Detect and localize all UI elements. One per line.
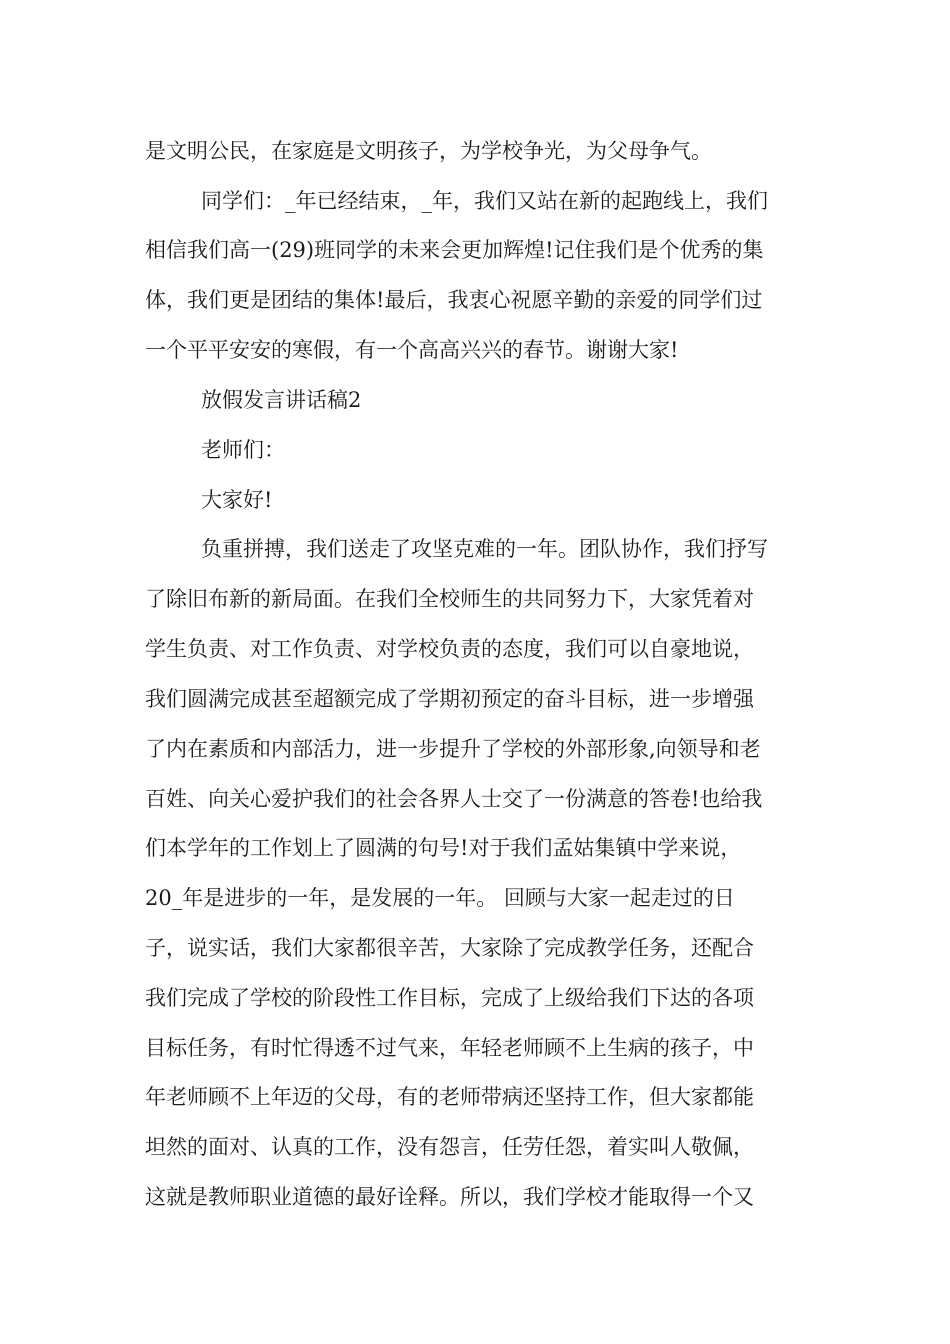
greeting: 大家好! bbox=[201, 488, 273, 512]
paragraph-line: 了内在素质和内部活力，进一步提升了学校的外部形象,向领导和老 bbox=[145, 737, 761, 761]
paragraph-line: 这就是教师职业道德的最好诠释。所以，我们学校才能取得一个又 bbox=[145, 1185, 754, 1209]
paragraph-line: 同学们：_年已经结束，_年，我们又站在新的起跑线上，我们 bbox=[201, 189, 768, 213]
paragraph-line: 年老师顾不上年迈的父母，有的老师带病还坚持工作，但大家都能 bbox=[145, 1085, 754, 1109]
paragraph-line: 了除旧布新的新局面。在我们全校师生的共同努力下，大家凭着对 bbox=[145, 587, 754, 611]
paragraph-line: 我们完成了学校的阶段性工作目标，完成了上级给我们下达的各项 bbox=[145, 986, 754, 1010]
paragraph-line: 百姓、向关心爱护我们的社会各界人士交了一份满意的答卷!也给我 bbox=[145, 787, 763, 811]
paragraph-line: 体，我们更是团结的集体!最后，我衷心祝愿辛勤的亲爱的同学们过 bbox=[145, 288, 763, 312]
paragraph-line: 子，说实话，我们大家都很辛苦，大家除了完成教学任务，还配合 bbox=[145, 936, 754, 960]
paragraph-line: 相信我们高一(29)班同学的未来会更加辉煌!记住我们是个优秀的集 bbox=[145, 238, 764, 262]
section-heading: 放假发言讲话稿2 bbox=[201, 388, 362, 412]
paragraph-line: 学生负责、对工作负责、对学校负责的态度，我们可以自豪地说， bbox=[145, 637, 754, 661]
paragraph-line: 一个平平安安的寒假，有一个高高兴兴的春节。谢谢大家! bbox=[145, 338, 679, 362]
paragraph-line: 目标任务，有时忙得透不过气来，年轻老师顾不上生病的孩子，中 bbox=[145, 1036, 754, 1060]
salutation: 老师们： bbox=[201, 438, 285, 462]
paragraph-line: 我们圆满完成甚至超额完成了学期初预定的奋斗目标，进一步增强 bbox=[145, 687, 754, 711]
paragraph-line: 坦然的面对、认真的工作，没有怨言，任劳任怨，着实叫人敬佩， bbox=[145, 1135, 754, 1159]
paragraph-line: 是文明公民，在家庭是文明孩子，为学校争光，为父母争气。 bbox=[145, 139, 712, 163]
paragraph-line: 负重拼搏，我们送走了攻坚克难的一年。团队协作，我们抒写 bbox=[201, 537, 768, 561]
paragraph-line: 们本学年的工作划上了圆满的句号!对于我们孟姑集镇中学来说， bbox=[145, 836, 742, 860]
paragraph-line: 20_年是进步的一年，是发展的一年。 回顾与大家一起走过的日 bbox=[145, 886, 735, 910]
